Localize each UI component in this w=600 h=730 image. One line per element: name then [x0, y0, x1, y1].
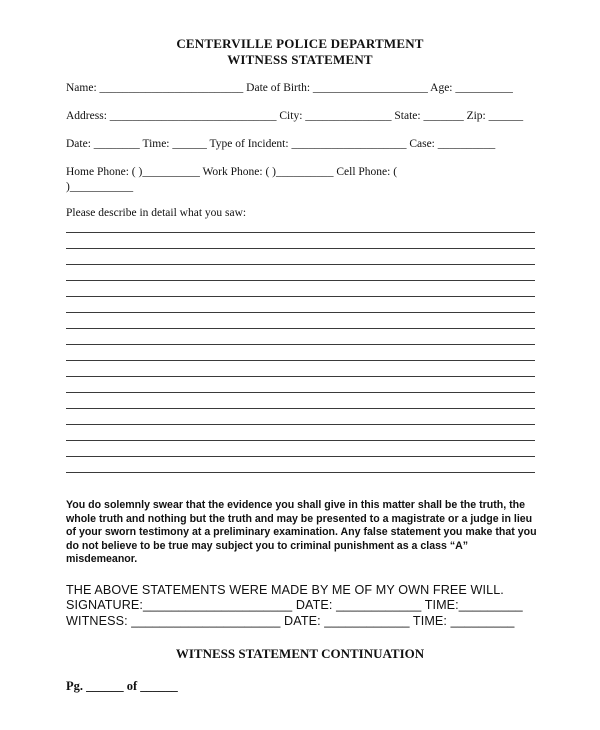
writing-line[interactable]: [66, 408, 535, 409]
phone-row-continued[interactable]: )___________: [66, 181, 134, 193]
oath-statement: You do solemnly swear that the evidence you shall give in this matter shall be the truth, the whole truth and nothing but the truth and may be presented to a magistrate or a judge in lieu of your sworn testimony at a preliminary examination. Any false statement you make that you do not believe to be true may subject you to criminal punishment as a class “A” misdemeanor.: [66, 499, 537, 566]
writing-line[interactable]: [66, 424, 535, 425]
writing-line[interactable]: [66, 456, 535, 457]
description-lines[interactable]: [66, 218, 535, 478]
writing-line[interactable]: [66, 344, 535, 345]
signature-row[interactable]: SIGNATURE:_____________________ DATE: ____________ TIME:_________: [66, 598, 523, 612]
writing-line[interactable]: [66, 248, 535, 249]
date-time-incident-row[interactable]: Date: ________ Time: ______ Type of Incident: ____________________ Case: __________: [66, 138, 496, 150]
page-number-row[interactable]: Pg. ______ of ______: [66, 679, 178, 693]
writing-line[interactable]: [66, 360, 535, 361]
witness-row[interactable]: WITNESS: _____________________ DATE: ____________ TIME: _________: [66, 614, 515, 628]
continuation-heading: WITNESS STATEMENT CONTINUATION: [175, 646, 425, 661]
writing-line[interactable]: [66, 264, 535, 265]
description-prompt: Please describe in detail what you saw:: [66, 207, 247, 219]
writing-line[interactable]: [66, 392, 535, 393]
writing-line[interactable]: [66, 440, 535, 441]
free-will-statement: THE ABOVE STATEMENTS WERE MADE BY ME OF MY OWN FREE WILL.: [66, 583, 504, 597]
writing-line[interactable]: [66, 328, 535, 329]
writing-line[interactable]: [66, 376, 535, 377]
writing-line[interactable]: [66, 472, 535, 473]
department-heading: CENTERVILLE POLICE DEPARTMENT: [176, 36, 424, 51]
writing-line[interactable]: [66, 232, 535, 233]
writing-line[interactable]: [66, 296, 535, 297]
phone-row[interactable]: Home Phone: ( )__________ Work Phone: ( )__________ Cell Phone: (: [66, 166, 398, 178]
writing-line[interactable]: [66, 312, 535, 313]
name-dob-age-row[interactable]: Name: _________________________ Date of Birth: ____________________ Age: __________: [66, 82, 513, 94]
form-title: WITNESS STATEMENT: [227, 52, 373, 67]
address-row[interactable]: Address: _____________________________ City: _______________ State: _______ Zip: ______: [66, 110, 524, 122]
writing-line[interactable]: [66, 280, 535, 281]
